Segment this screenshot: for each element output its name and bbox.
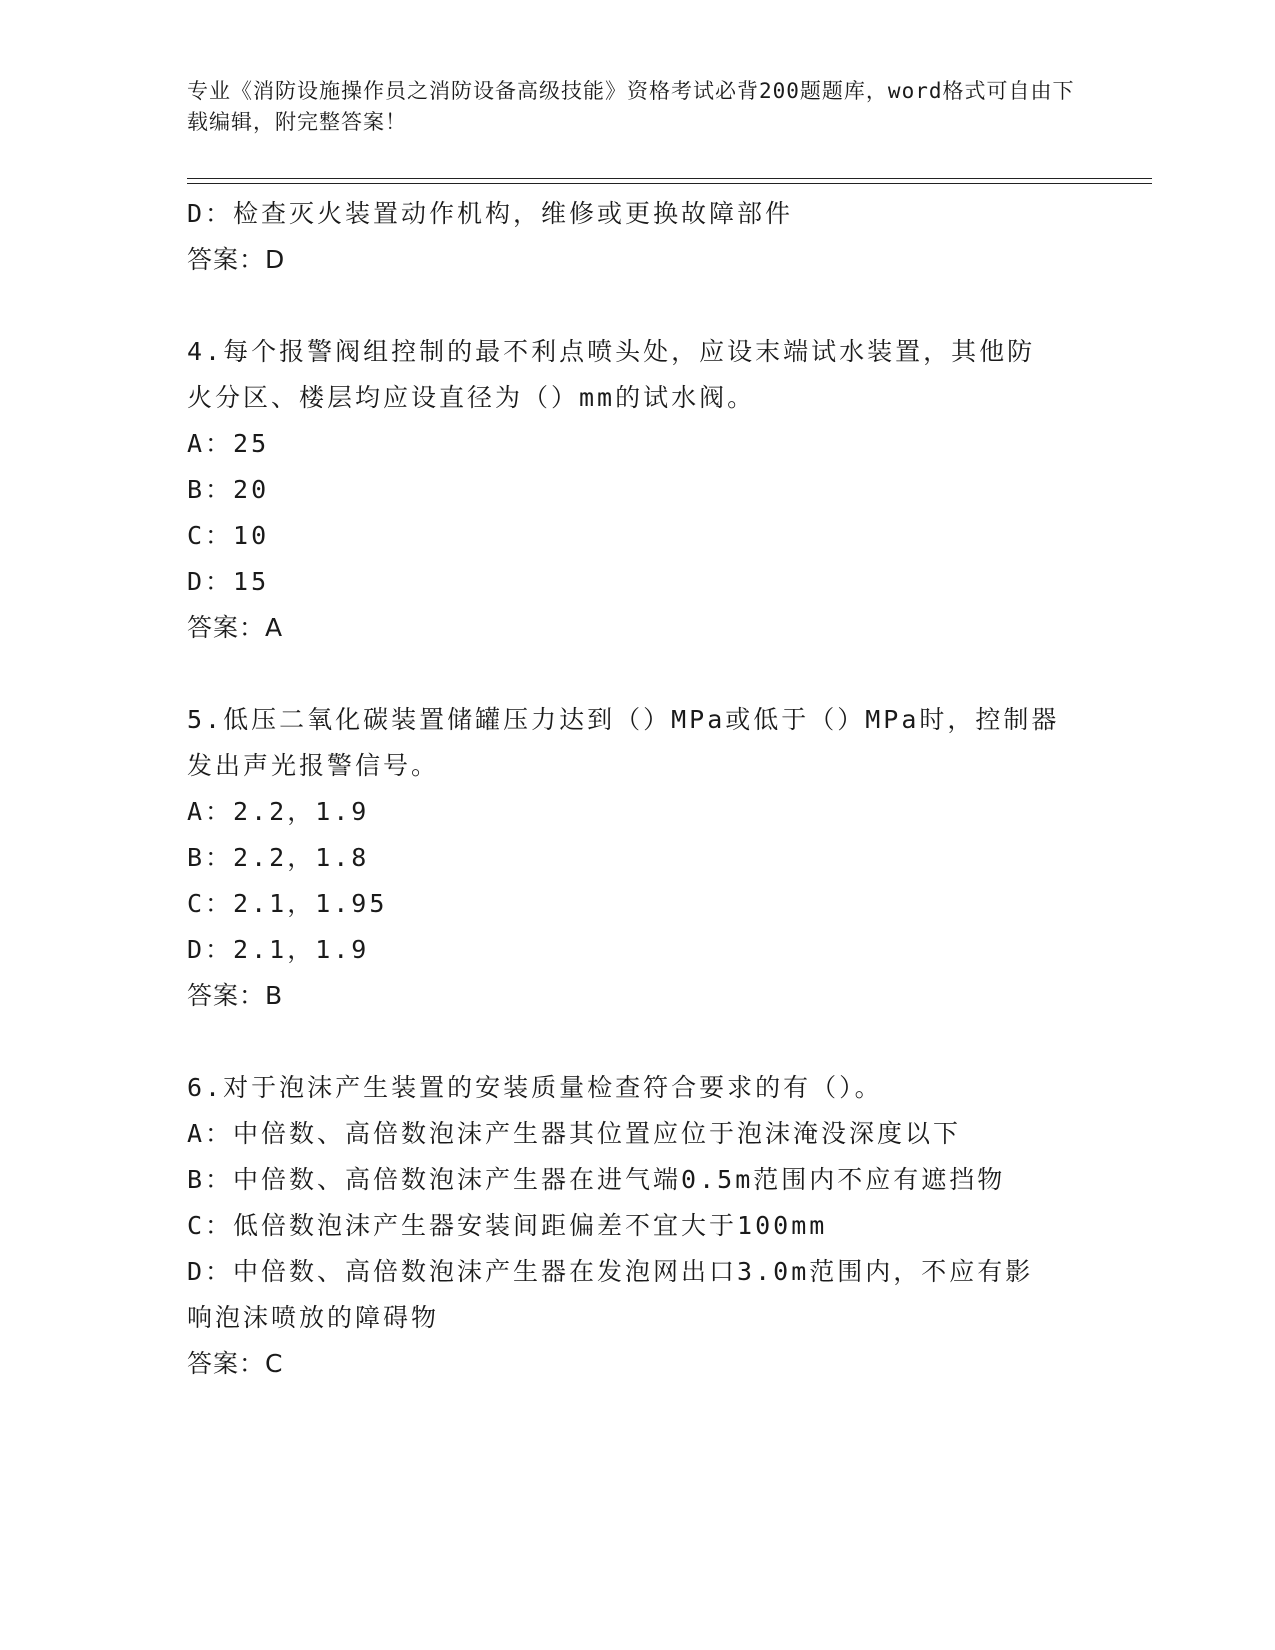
header-divider-top <box>187 178 1152 179</box>
option-b: B：2.2，1.8 <box>187 843 370 872</box>
answer-value: B <box>265 981 284 1010</box>
option-d-cont: 响泡沫喷放的障碍物 <box>187 1303 440 1332</box>
answer-label: 答案： <box>187 245 266 274</box>
option-c: C：2.1，1.95 <box>187 889 388 918</box>
question-6 <box>187 1065 1087 1387</box>
question-content <box>187 191 1087 1387</box>
option-a: A：中倍数、高倍数泡沫产生器其位置应位于泡沫淹没深度以下 <box>187 1119 962 1148</box>
question-stem: 6.对于泡沫产生装置的安装质量检查符合要求的有（）。 <box>187 1073 883 1102</box>
header-divider-bottom <box>187 183 1152 184</box>
answer-value: A <box>265 613 284 642</box>
option-b: B：20 <box>187 475 270 504</box>
answer-label: 答案： <box>187 613 266 642</box>
option-d: D：15 <box>187 567 270 596</box>
option-d: D：2.1，1.9 <box>187 935 370 964</box>
question-4 <box>187 329 1087 651</box>
question-5 <box>187 697 1087 1019</box>
answer <box>187 1341 1087 1387</box>
option-c: C：低倍数泡沫产生器安装间距偏差不宜大于100mm <box>187 1211 828 1240</box>
answer-label: 答案： <box>187 981 266 1010</box>
option-d: D：中倍数、高倍数泡沫产生器在发泡网出口3.0m范围内，不应有影 <box>187 1257 1034 1286</box>
document-header: 专业《消防设施操作员之消防设备高级技能》资格考试必背200题题库，word格式可自由下载编辑，附完整答案！ <box>187 79 1075 134</box>
option-a: A：25 <box>187 429 270 458</box>
option-b: B：中倍数、高倍数泡沫产生器在进气端0.5m范围内不应有遮挡物 <box>187 1165 1006 1194</box>
question-stem: 5.低压二氧化碳装置储罐压力达到（）MPa或低于（）MPa时，控制器 <box>187 705 1060 734</box>
option-d-previous: D：检查灭火装置动作机构，维修或更换故障部件 <box>187 199 794 228</box>
question-stem-cont: 发出声光报警信号。 <box>187 751 440 780</box>
answer-previous <box>187 237 1087 283</box>
option-a: A：2.2，1.9 <box>187 797 370 826</box>
answer <box>187 605 1087 651</box>
question-stem-cont: 火分区、楼层均应设直径为（）mm的试水阀。 <box>187 383 756 412</box>
answer-value: C <box>265 1349 284 1378</box>
question-stem: 4.每个报警阀组控制的最不利点喷头处，应设末端试水装置，其他防 <box>187 337 1036 366</box>
option-c: C：10 <box>187 521 270 550</box>
answer-label: 答案： <box>187 1349 266 1378</box>
answer-value: D <box>265 245 286 274</box>
answer <box>187 973 1087 1019</box>
